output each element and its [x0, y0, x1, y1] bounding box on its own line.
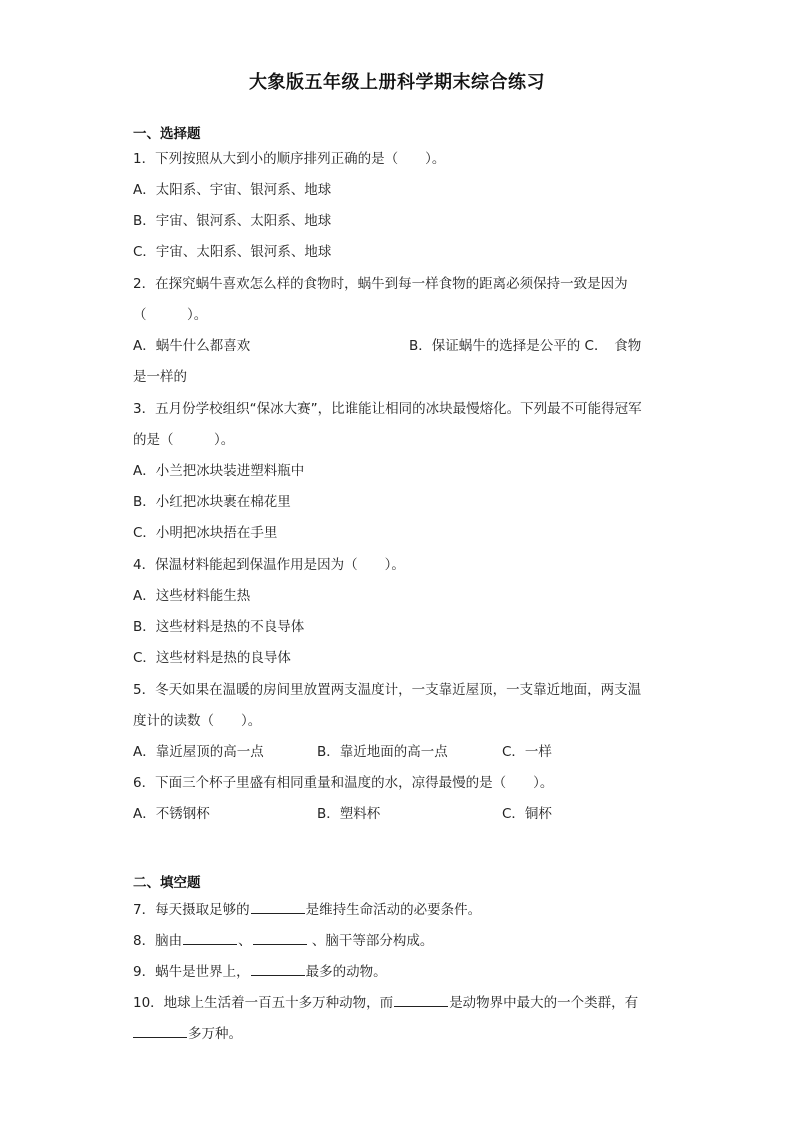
question-6-option-c: C．铜杯: [502, 806, 552, 822]
section-heading-fill: 二、填空题: [133, 875, 201, 891]
question-3-option-a: A．小兰把冰块装进塑料瓶中: [133, 463, 305, 479]
question-1-option-b: B．宇宙、银河系、太阳系、地球: [133, 213, 332, 229]
question-2-stem-cont: （ ）。: [133, 307, 208, 323]
question-10-line2-after: 多万种。: [188, 1026, 242, 1042]
question-6-option-a: A．不锈钢杯: [133, 806, 210, 822]
page-title: 大象版五年级上册科学期末综合练习: [249, 72, 545, 93]
question-4-option-b: B．这些材料是热的不良导体: [133, 619, 305, 635]
question-10-text-after: 是动物界中最大的一个类群，有: [449, 995, 639, 1011]
question-6-stem: 6．下面三个杯子里盛有相同重量和温度的水，凉得最慢的是（ ）。: [133, 775, 554, 791]
question-5-stem: 5．冬天如果在温暖的房间里放置两支温度计，一支靠近屋顶，一支靠近地面，两支温: [133, 682, 642, 698]
question-9-text-after: 最多的动物。: [305, 964, 387, 980]
question-3-stem: 3．五月份学校组织“保冰大赛”，比谁能让相同的冰块最慢熔化。下列最不可能得冠军: [133, 401, 642, 417]
question-3-option-c: C．小明把冰块捂在手里: [133, 525, 278, 541]
answer-blank[interactable]: [394, 993, 448, 1007]
question-5-stem-cont: 度计的读数（ ）。: [133, 713, 262, 729]
answer-blank[interactable]: [253, 931, 307, 945]
question-7: [133, 900, 481, 919]
answer-blank[interactable]: [251, 962, 305, 976]
question-4-option-a: A．这些材料能生热: [133, 588, 251, 604]
question-7-text-before: 7．每天摄取足够的: [133, 902, 250, 918]
question-6-option-b: B．塑料杯: [317, 806, 381, 822]
question-2-stem: 2．在探究蜗牛喜欢怎么样的食物时，蜗牛到每一样食物的距离必须保持一致是因为: [133, 276, 628, 292]
question-2-option-c-cont: 是一样的: [133, 369, 187, 385]
question-2-option-a: A．蜗牛什么都喜欢: [133, 338, 251, 354]
question-8-separator: 、: [238, 933, 252, 949]
question-8-text-before: 8．脑由: [133, 933, 183, 949]
question-3-option-b: B．小红把冰块裹在棉花里: [133, 494, 291, 510]
question-10-text-before: 10．地球上生活着一百五十多万种动物，而: [133, 995, 394, 1011]
question-4-stem: 4．保温材料能起到保温作用是因为（ ）。: [133, 557, 405, 573]
question-1-option-c: C．宇宙、太阳系、银河系、地球: [133, 244, 332, 260]
answer-blank[interactable]: [133, 1024, 187, 1038]
answer-blank[interactable]: [183, 931, 237, 945]
question-9: [133, 962, 387, 981]
question-2-option-b: B．保证蜗牛的选择是公平的 C． 食物: [409, 338, 642, 354]
question-4-option-c: C．这些材料是热的良导体: [133, 650, 291, 666]
question-5-option-a: A．靠近屋顶的高一点: [133, 744, 264, 760]
question-3-stem-cont: 的是（ ）。: [133, 432, 235, 448]
question-7-text-after: 是维持生命活动的必要条件。: [305, 902, 482, 918]
question-10-cont: [133, 1024, 242, 1043]
question-5-option-c: C．一样: [502, 744, 552, 760]
question-5-option-b: B．靠近地面的高一点: [317, 744, 448, 760]
question-1-stem: 1．下列按照从大到小的顺序排列正确的是（ ）。: [133, 151, 446, 167]
question-8-text-after: 、脑干等部分构成。: [307, 933, 434, 949]
answer-blank[interactable]: [251, 900, 305, 914]
question-8: [133, 931, 433, 950]
question-9-text-before: 9．蜗牛是世界上，: [133, 964, 250, 980]
section-heading-choice: 一、选择题: [133, 126, 201, 142]
question-1-option-a: A．太阳系、宇宙、银河系、地球: [133, 182, 332, 198]
question-10: [133, 993, 638, 1012]
